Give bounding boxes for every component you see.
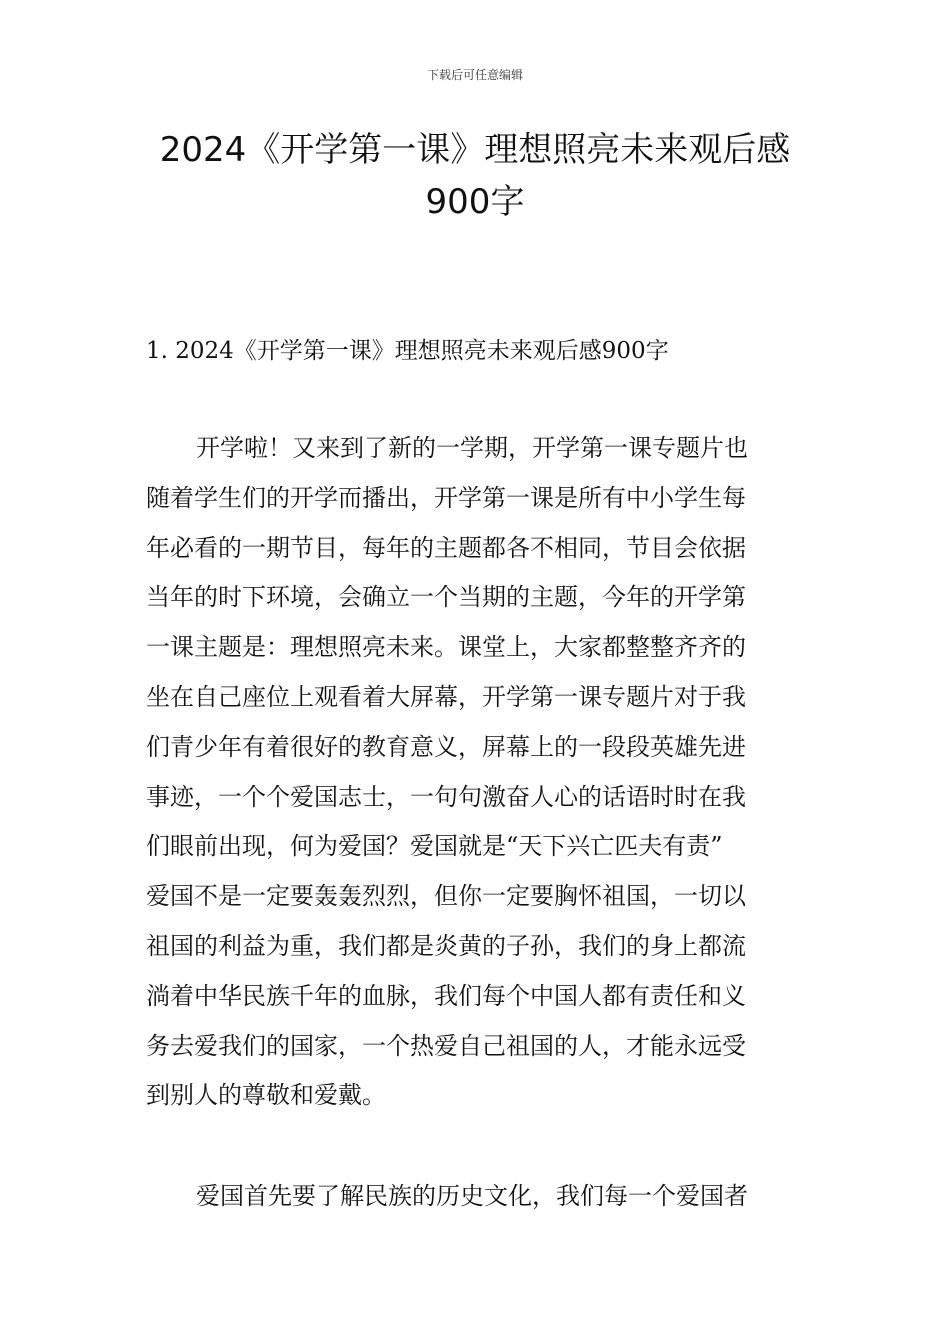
paragraph-line: 祖国的利益为重，我们都是炎黄的子孙，我们的身上都流	[146, 931, 746, 960]
paragraph-line: 坐在自己座位上观看着大屏幕，开学第一课专题片对于我	[146, 682, 746, 711]
header-note: 下载后可任意编辑	[426, 68, 523, 82]
paragraph-line: 务去爱我们的国家，一个热爱自己祖国的人，才能永远受	[146, 1031, 746, 1060]
paragraph-line: 们青少年有着很好的教育意义，屏幕上的一段段英雄先进	[146, 732, 746, 761]
paragraph-line: 们眼前出现，何为爱国？爱国就是“天下兴亡匹夫有责”	[146, 832, 723, 861]
paragraph-line: 年必看的一期节目，每年的主题都各不相同，节目会依据	[146, 533, 746, 562]
paragraph-line: 爱国不是一定要轰轰烈烈，但你一定要胸怀祖国，一切以	[146, 882, 746, 911]
title-line-1: 2024《开学第一课》理想照亮未来观后感	[159, 130, 791, 170]
paragraph-1	[146, 424, 748, 1121]
paragraph-line: 随着学生们的开学而播出，开学第一课是所有中小学生每	[146, 483, 746, 512]
paragraph-line: 爱国首先要了解民族的历史文化，我们每一个爱国者	[196, 1182, 748, 1210]
paragraph-line: 到别人的尊敬和爱戴。	[146, 1081, 386, 1110]
paragraph-line: 当年的时下环境，会确立一个当期的主题，今年的开学第	[146, 583, 746, 612]
paragraph-2	[146, 1172, 748, 1222]
section-heading: 1. 2024《开学第一课》理想照亮未来观后感900字	[146, 338, 669, 364]
paragraph-line: 淌着中华民族千年的血脉，我们每个中国人都有责任和义	[146, 981, 746, 1010]
paragraph-line: 事迹，一个个爱国志士，一句句激奋人心的话语时时在我	[146, 782, 746, 811]
document-title	[120, 124, 830, 228]
paragraph-line: 一课主题是：理想照亮未来。课堂上，大家都整整齐齐的	[146, 633, 746, 662]
paragraph-line: 开学啦！又来到了新的一学期，开学第一课专题片也	[196, 434, 748, 462]
title-line-2: 900字	[425, 182, 525, 222]
